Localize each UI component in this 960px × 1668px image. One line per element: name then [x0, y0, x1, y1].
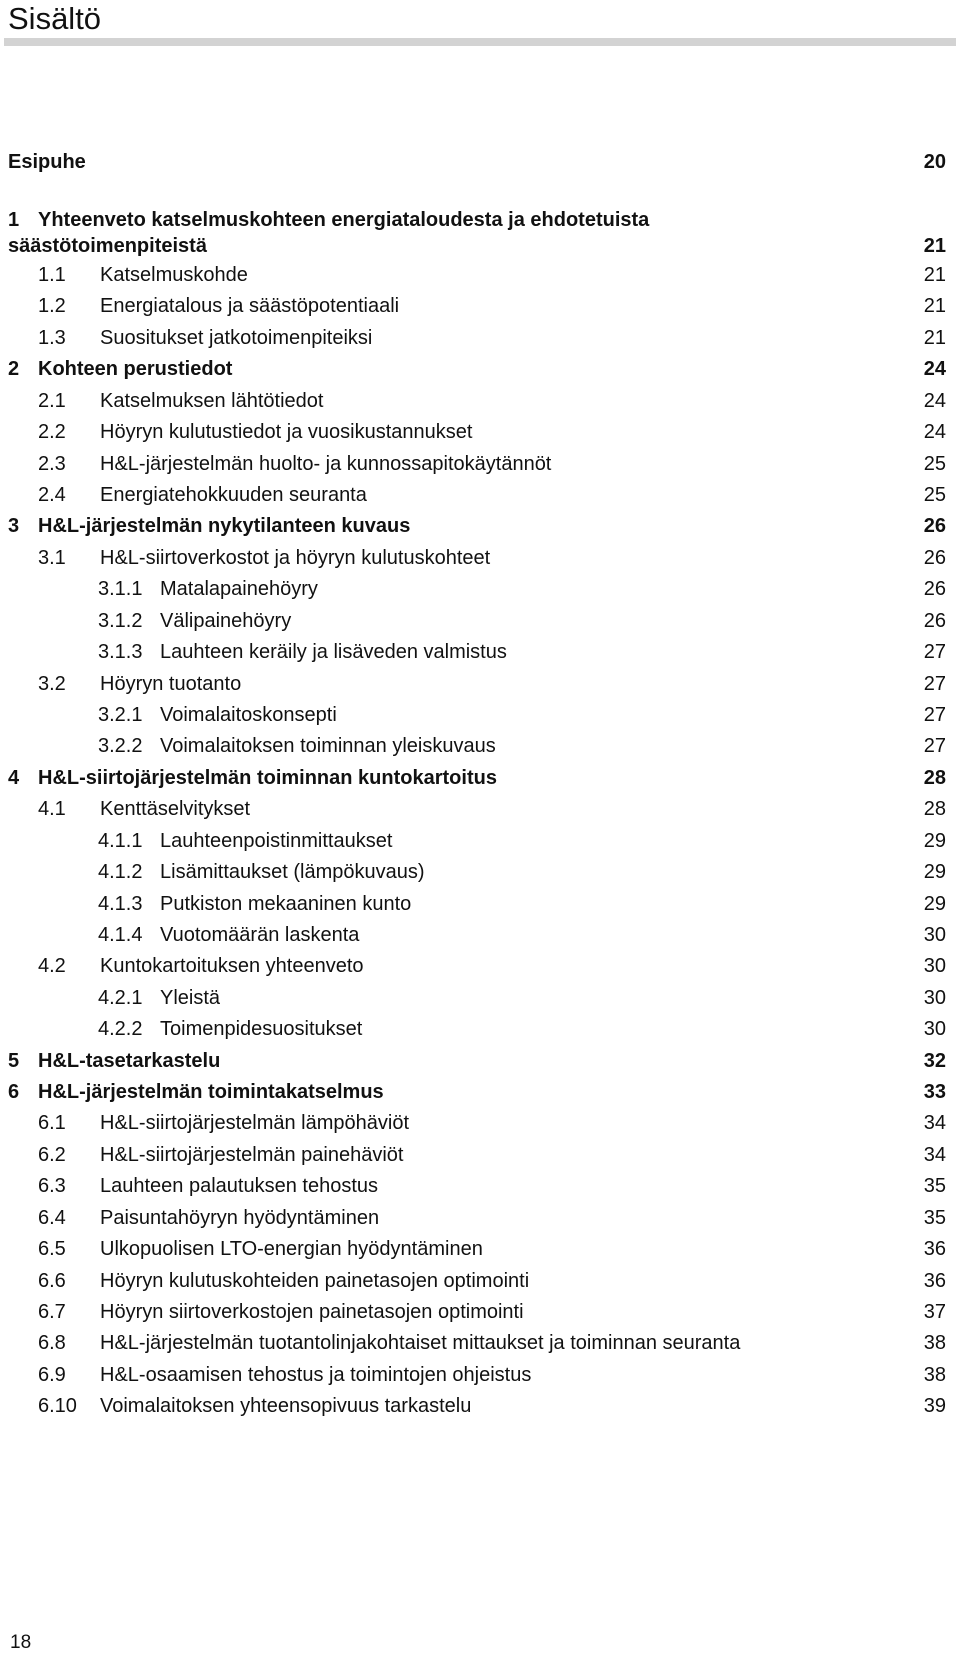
toc-entry-title: Yleistä [160, 987, 221, 1009]
toc-entry-page: 21 [923, 327, 946, 349]
toc-entry-number: 3.2.2 [98, 735, 143, 757]
toc-entry-number: 6.2 [38, 1144, 66, 1166]
toc-entry-number: 3 [8, 515, 20, 537]
toc-entry-page: 28 [923, 798, 946, 820]
toc-entry-title: Esipuhe [8, 151, 86, 173]
toc-entry-title: Ulkopuolisen LTO-energian hyödyntäminen [100, 1238, 483, 1260]
toc-entry[interactable] [0, 574, 960, 604]
toc-entry-number: 4.2 [38, 955, 66, 977]
toc-entry-title: Energiatehokkuuden seuranta [100, 484, 367, 506]
toc-entry-page: 26 [923, 610, 946, 632]
toc-entry-title: Kohteen perustiedot [38, 358, 233, 380]
toc-entry-number: 4.2.1 [98, 987, 143, 1009]
toc-entry-page: 27 [923, 641, 946, 663]
toc-entry-number: 3.2 [38, 673, 66, 695]
toc-entry-page: 36 [923, 1238, 946, 1260]
toc-entry-title: Lauhteen keräily ja lisäveden valmistus [160, 641, 507, 663]
toc-entry-page: 38 [923, 1364, 946, 1386]
toc-entry-title: Suositukset jatkotoimenpiteiksi [100, 327, 373, 349]
toc-entry-title: Höyryn tuotanto [100, 673, 242, 695]
toc-entry-title: Lauhteenpoistinmittaukset [160, 830, 393, 852]
toc-entry-page: 36 [923, 1270, 946, 1292]
toc-entry-number: 3.1 [38, 547, 66, 569]
toc-entry-title: Katselmuksen lähtötiedot [100, 390, 324, 412]
toc-entry-title: H&L-järjestelmän nykytilanteen kuvaus [38, 515, 411, 537]
toc-entry-page: 21 [923, 264, 946, 286]
toc-entry-number: 6.8 [38, 1332, 66, 1354]
toc-entry-number: 4 [8, 767, 20, 789]
toc-entry-page: 26 [923, 547, 946, 569]
toc-entry-number: 1.1 [38, 264, 66, 286]
toc-entry[interactable] [0, 543, 960, 573]
toc-entry-page: 27 [923, 735, 946, 757]
toc-entry-page: 32 [923, 1050, 946, 1072]
toc-entry-number: 6.6 [38, 1270, 66, 1292]
toc-entry-number: 3.2.1 [98, 704, 143, 726]
toc-entry-number: 1.2 [38, 295, 66, 317]
toc-entry-page: 30 [923, 1018, 946, 1040]
page-title: Sisältö [8, 1, 102, 36]
toc-entry-title: Putkiston mekaaninen kunto [160, 893, 412, 915]
toc-entry-number: 2.2 [38, 421, 66, 443]
toc-entry-page: 27 [923, 673, 946, 695]
toc-entry-number: 3.1.1 [98, 578, 143, 600]
toc-entry-page: 24 [923, 390, 946, 412]
toc-entry-page: 34 [923, 1144, 946, 1166]
toc-entry-title: H&L-siirtojärjestelmän lämpöhäviöt [100, 1112, 410, 1134]
toc-entry-number: 6.9 [38, 1364, 66, 1386]
toc-entry-number: 1 [8, 209, 20, 231]
toc-entry[interactable] [0, 637, 960, 667]
toc-entry-page: 26 [923, 578, 946, 600]
toc-entry[interactable] [0, 700, 960, 730]
toc-entry-page: 24 [923, 421, 946, 443]
toc-entry-page: 35 [923, 1207, 946, 1229]
toc-entry-page: 34 [923, 1112, 946, 1134]
toc-entry[interactable] [0, 511, 960, 541]
toc-entry-number: 2.4 [38, 484, 66, 506]
toc-entry[interactable] [0, 1297, 960, 1327]
toc-entry-page: 29 [923, 830, 946, 852]
toc-entry[interactable] [0, 1328, 960, 1358]
toc-entry-number: 4.1 [38, 798, 66, 820]
toc-entry[interactable] [0, 731, 960, 761]
toc-entry[interactable] [0, 1140, 960, 1170]
toc-entry[interactable] [0, 1077, 960, 1107]
toc-entry[interactable] [0, 1014, 960, 1044]
toc-entry-page: 30 [923, 987, 946, 1009]
toc-entry[interactable] [0, 826, 960, 856]
toc-entry-title: Höyryn kulutustiedot ja vuosikustannukset [100, 421, 473, 443]
toc-entry-title: Voimalaitoksen yhteensopivuus tarkastelu [100, 1395, 472, 1417]
toc-entry-number: 4.1.4 [98, 924, 143, 946]
toc-entry-title: Matalapainehöyry [160, 578, 318, 600]
toc-entry-number: 2 [8, 358, 20, 380]
toc-entry[interactable] [0, 606, 960, 636]
toc-entry-page: 30 [923, 955, 946, 977]
toc-entry-title: Energiatalous ja säästöpotentiaali [100, 295, 400, 317]
toc-entry-title: H&L-siirtojärjestelmän toiminnan kuntokartoitus [38, 767, 497, 789]
toc-entry-number: 3.1.2 [98, 610, 143, 632]
toc-entry[interactable] [0, 1234, 960, 1264]
page-number: 18 [10, 1632, 32, 1653]
toc-entry-number: 4.1.2 [98, 861, 143, 883]
toc-entry-number: 6.4 [38, 1207, 66, 1229]
toc-entry-page: 24 [923, 358, 946, 380]
toc-entry-number: 4.2.2 [98, 1018, 143, 1040]
toc-entry-number: 2.1 [38, 390, 66, 412]
toc-entry-title: H&L-osaamisen tehostus ja toimintojen ohjeistus [100, 1364, 532, 1386]
toc-entry-title: Lauhteen palautuksen tehostus [100, 1175, 378, 1197]
toc-entry-title: Paisuntahöyryn hyödyntäminen [100, 1207, 380, 1229]
toc-entry-title: Voimalaitoskonsepti [160, 704, 337, 726]
toc-entry-number: 6.10 [38, 1395, 77, 1417]
toc-entry[interactable] [0, 354, 960, 384]
toc-entry-page: 20 [923, 151, 946, 173]
toc-entry[interactable] [0, 1108, 960, 1138]
toc-entry-number: 6 [8, 1081, 20, 1103]
toc-entry[interactable] [0, 323, 960, 353]
toc-entry[interactable] [0, 386, 960, 416]
toc-entry-title: H&L-siirtoverkostot ja höyryn kulutuskohteet [100, 547, 491, 569]
toc-entry[interactable] [0, 889, 960, 919]
toc-entry[interactable] [0, 417, 960, 447]
toc-entry[interactable] [0, 449, 960, 479]
toc-entry[interactable] [0, 669, 960, 699]
toc-entry-number: 3.1.3 [98, 641, 143, 663]
toc-entry-number: 6.7 [38, 1301, 66, 1323]
toc-entry-title: H&L-järjestelmän toimintakatselmus [38, 1081, 384, 1103]
toc-entry[interactable] [0, 1391, 960, 1421]
toc-entry-number: 6.1 [38, 1112, 66, 1134]
toc-entry-number: 2.3 [38, 453, 66, 475]
toc-entry-title: H&L-siirtojärjestelmän painehäviöt [100, 1144, 404, 1166]
toc-entry[interactable] [0, 983, 960, 1013]
toc-entry-page: 25 [923, 453, 946, 475]
toc-entry-page: 28 [923, 767, 946, 789]
toc-entry-title: Kenttäselvitykset [100, 798, 251, 820]
toc-entry[interactable] [0, 1266, 960, 1296]
toc-entry-title: Vuotomäärän laskenta [160, 924, 360, 946]
toc-entry-page: 33 [923, 1081, 946, 1103]
toc-entry-number: 6.5 [38, 1238, 66, 1260]
toc-entry-number: 5 [8, 1050, 20, 1072]
toc-entry-title: Katselmuskohde [100, 264, 248, 286]
toc-entry[interactable] [0, 147, 960, 177]
toc-entry-page: 39 [923, 1395, 946, 1417]
toc-entry-title: H&L-järjestelmän tuotantolinjakohtaiset mittaukset ja toiminnan seuranta [100, 1332, 741, 1354]
toc-entry-title: Välipainehöyry [160, 610, 292, 632]
toc-entry-title: Voimalaitoksen toiminnan yleiskuvaus [160, 735, 496, 757]
toc-entry-page: 26 [923, 515, 946, 537]
toc-entry-title: säästötoimenpiteistä [8, 235, 207, 257]
toc-entry[interactable] [0, 951, 960, 981]
toc-entry-title: Lisämittaukset (lämpökuvaus) [160, 861, 425, 883]
toc-entry-title: H&L-tasetarkastelu [38, 1050, 221, 1072]
toc-entry[interactable] [0, 231, 960, 261]
toc-entry-title: H&L-järjestelmän huolto- ja kunnossapitokäytännöt [100, 453, 552, 475]
toc-entry-page: 29 [923, 861, 946, 883]
toc-entry-number: 4.1.3 [98, 893, 143, 915]
toc-entry-title: Toimenpidesuositukset [160, 1018, 363, 1040]
toc-entry[interactable] [0, 1203, 960, 1233]
toc-entry-title: Höyryn siirtoverkostojen painetasojen optimointi [100, 1301, 524, 1323]
toc-entry-page: 37 [923, 1301, 946, 1323]
toc-entry[interactable] [0, 857, 960, 887]
toc-entry-number: 1.3 [38, 327, 66, 349]
toc-entry[interactable] [0, 291, 960, 321]
toc-entry-page: 21 [923, 295, 946, 317]
toc-entry-title: Kuntokartoituksen yhteenveto [100, 955, 364, 977]
toc-entry-number: 6.3 [38, 1175, 66, 1197]
toc-entry[interactable] [0, 1171, 960, 1201]
toc-entry[interactable] [0, 763, 960, 793]
toc-entry-title: Höyryn kulutuskohteiden painetasojen optimointi [100, 1270, 530, 1292]
toc-entry-page: 27 [923, 704, 946, 726]
toc-entry-page: 25 [923, 484, 946, 506]
toc-entry[interactable] [0, 1046, 960, 1076]
toc-entry-page: 29 [923, 893, 946, 915]
toc-entry-page: 35 [923, 1175, 946, 1197]
toc-entry-page: 30 [923, 924, 946, 946]
toc-entry-page: 21 [923, 235, 946, 257]
toc-entry[interactable] [0, 920, 960, 950]
toc-entry[interactable] [0, 794, 960, 824]
toc-entry-page: 38 [923, 1332, 946, 1354]
toc-entry-title: Yhteenveto katselmuskohteen energiataloudesta ja ehdotetuista [38, 209, 650, 231]
toc-entry[interactable] [0, 480, 960, 510]
toc-entry[interactable] [0, 260, 960, 290]
toc-entry[interactable] [0, 1360, 960, 1390]
toc-entry-number: 4.1.1 [98, 830, 143, 852]
